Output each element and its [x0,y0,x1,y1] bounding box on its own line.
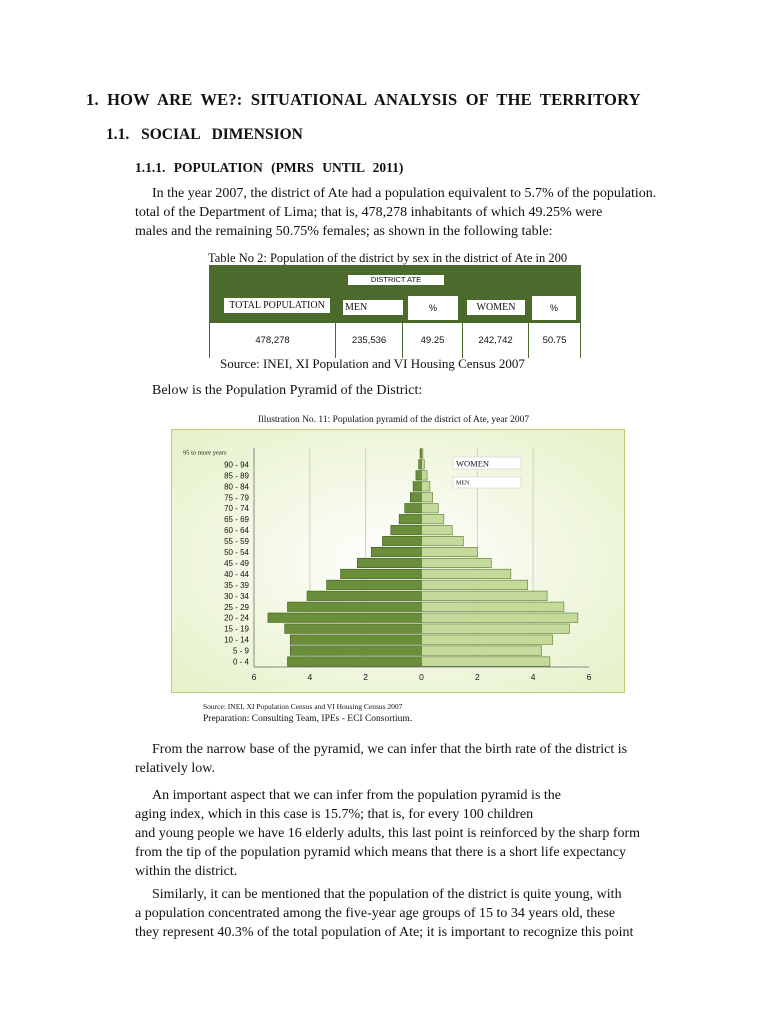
bar-women [422,613,578,622]
x-tick-label: 6 [251,672,257,682]
header-women: WOMEN [466,299,526,316]
bar-women [422,580,528,589]
pyramid-intro-line: Below is the Population Pyramid of the District: [152,383,423,398]
pyramid-intro [135,381,675,400]
analysis-paragraph-2 [135,786,675,881]
analysis-line: Similarly, it can be mentioned that the population of the district is quite young, with [152,887,622,902]
header-men-percent: % [407,295,459,321]
intro-line: total of the Department of Lima; that is, 478,278 inhabitants of which 49.25% were [135,205,603,220]
age-group-label: 50 - 54 [224,548,249,558]
age-group-label: 0 - 4 [232,657,249,667]
x-tick-label: 2 [474,672,480,682]
age-group-label: 75 - 79 [224,493,249,503]
bar-men [413,482,421,491]
bar-women [422,504,439,513]
table-source: Source: INEI, XI Population and VI Housing Census 2007 [220,356,525,371]
bar-women [422,602,564,611]
bar-men [307,591,421,600]
age-group-label: 5 - 9 [232,646,249,656]
age-group-label: 80 - 84 [224,482,249,492]
analysis-paragraph-1 [135,740,675,778]
bar-men [357,558,421,567]
bar-men [399,514,421,523]
header-women-percent: % [531,295,577,321]
age-group-label: 60 - 64 [224,526,249,536]
chart-caption: Illustration No. 11: Population pyramid of the district of Ate, year 2007 [258,415,530,425]
bar-women [422,493,433,502]
bar-men [268,613,422,622]
bar-men [405,504,422,513]
age-group-label: 30 - 34 [224,591,249,601]
analysis-paragraph-3 [135,885,675,942]
bar-men [391,525,422,534]
analysis-line: a population concentrated among the five-year age groups of 15 to 34 years old, these [135,906,616,921]
bar-men [410,493,421,502]
heading-population: 1.1.1. POPULATION (PMRS UNTIL 2011) [135,160,404,175]
age-group-label: 10 - 14 [224,635,249,645]
value-men: 235,536 [336,323,403,358]
bar-men [288,657,422,666]
value-men-percent: 49.25 [403,323,463,358]
bar-women [422,558,492,567]
age-group-label: 65 - 69 [224,515,249,525]
analysis-line: from the tip of the population pyramid which means that there is a short life expectancy [135,845,627,860]
bar-women [422,536,464,545]
value-women: 242,742 [463,323,529,358]
bar-women [422,482,430,491]
legend-women-label: WOMEN [456,458,490,469]
analysis-line: and young people we have 16 elderly adults, this last point is reinforced by the sharp form [135,826,641,841]
bar-men [382,536,421,545]
value-women-percent: 50.75 [529,323,581,358]
bar-women [422,569,511,578]
age-group-label: 35 - 39 [224,580,249,590]
bar-men [290,635,421,644]
age-group-label: 45 - 49 [224,558,249,568]
chart-preparation: Preparation: Consulting Team, IPEs - ECI Consortium. [203,714,413,724]
chart-source: Source: INEI, XI Population Census and VI Housing Census 2007 [203,702,403,711]
legend-men-label: MEN [456,480,470,487]
bar-women [422,591,548,600]
analysis-line: An important aspect that we can infer from the population pyramid is the [152,788,561,803]
population-pyramid-chart [171,429,625,693]
header-men: MEN [342,299,404,316]
bar-women [422,525,453,534]
heading-section-1: 1. HOW ARE WE?: SITUATIONAL ANALYSIS OF THE TERRITORY [86,90,641,109]
analysis-line: relatively low. [135,761,215,776]
population-table [209,265,581,358]
analysis-line: aging index, which in this case is 15.7%; that is, for every 100 children [135,807,534,822]
bar-men [341,569,422,578]
age-group-label: 85 - 89 [224,471,249,481]
bar-men [371,547,421,556]
intro-paragraph [135,184,675,241]
heading-social-dimension: 1.1. SOCIAL DIMENSION [106,126,303,143]
age-group-label: 95 to more years [183,449,227,457]
bar-women [422,514,444,523]
x-tick-label: 2 [363,672,369,682]
bar-men [416,471,422,480]
table-district-label: DISTRICT ATE [348,275,444,285]
bar-women [422,624,570,633]
bar-women [422,547,478,556]
table-caption: Table No 2: Population of the district by sex in the district of Ate in 200 [208,251,568,265]
bar-women [422,657,550,666]
intro-line: In the year 2007, the district of Ate had a population equivalent to 5.7% of the population. [152,186,657,201]
bar-men [290,646,421,655]
intro-line: males and the remaining 50.75% females; as shown in the following table: [135,224,553,239]
age-group-label: 25 - 29 [224,602,249,612]
table-header-band [209,265,581,293]
bar-women [422,460,425,469]
x-tick-label: 0 [419,672,424,682]
analysis-line: they represent 40.3% of the total population of Ate; it is important to recognize this point [135,925,634,940]
value-total-population: 478,278 [209,323,336,358]
bar-men [285,624,422,633]
age-group-label: 70 - 74 [224,504,249,514]
age-group-label: 55 - 59 [224,537,249,547]
age-group-label: 40 - 44 [224,569,249,579]
header-total-population: TOTAL POPULATION [223,297,331,314]
bar-men [327,580,422,589]
age-group-label: 90 - 94 [224,460,249,470]
x-tick-label: 4 [307,672,313,682]
x-tick-label: 4 [530,672,536,682]
bar-women [422,449,423,458]
analysis-line: within the district. [135,864,238,879]
bar-men [288,602,422,611]
age-group-label: 20 - 24 [224,613,249,623]
bar-women [422,471,428,480]
analysis-line: From the narrow base of the pyramid, we can infer that the birth rate of the district is [152,742,628,757]
bar-men [419,460,422,469]
bar-women [422,646,542,655]
x-tick-label: 6 [586,672,592,682]
age-group-label: 15 - 19 [224,624,249,634]
bar-women [422,635,553,644]
